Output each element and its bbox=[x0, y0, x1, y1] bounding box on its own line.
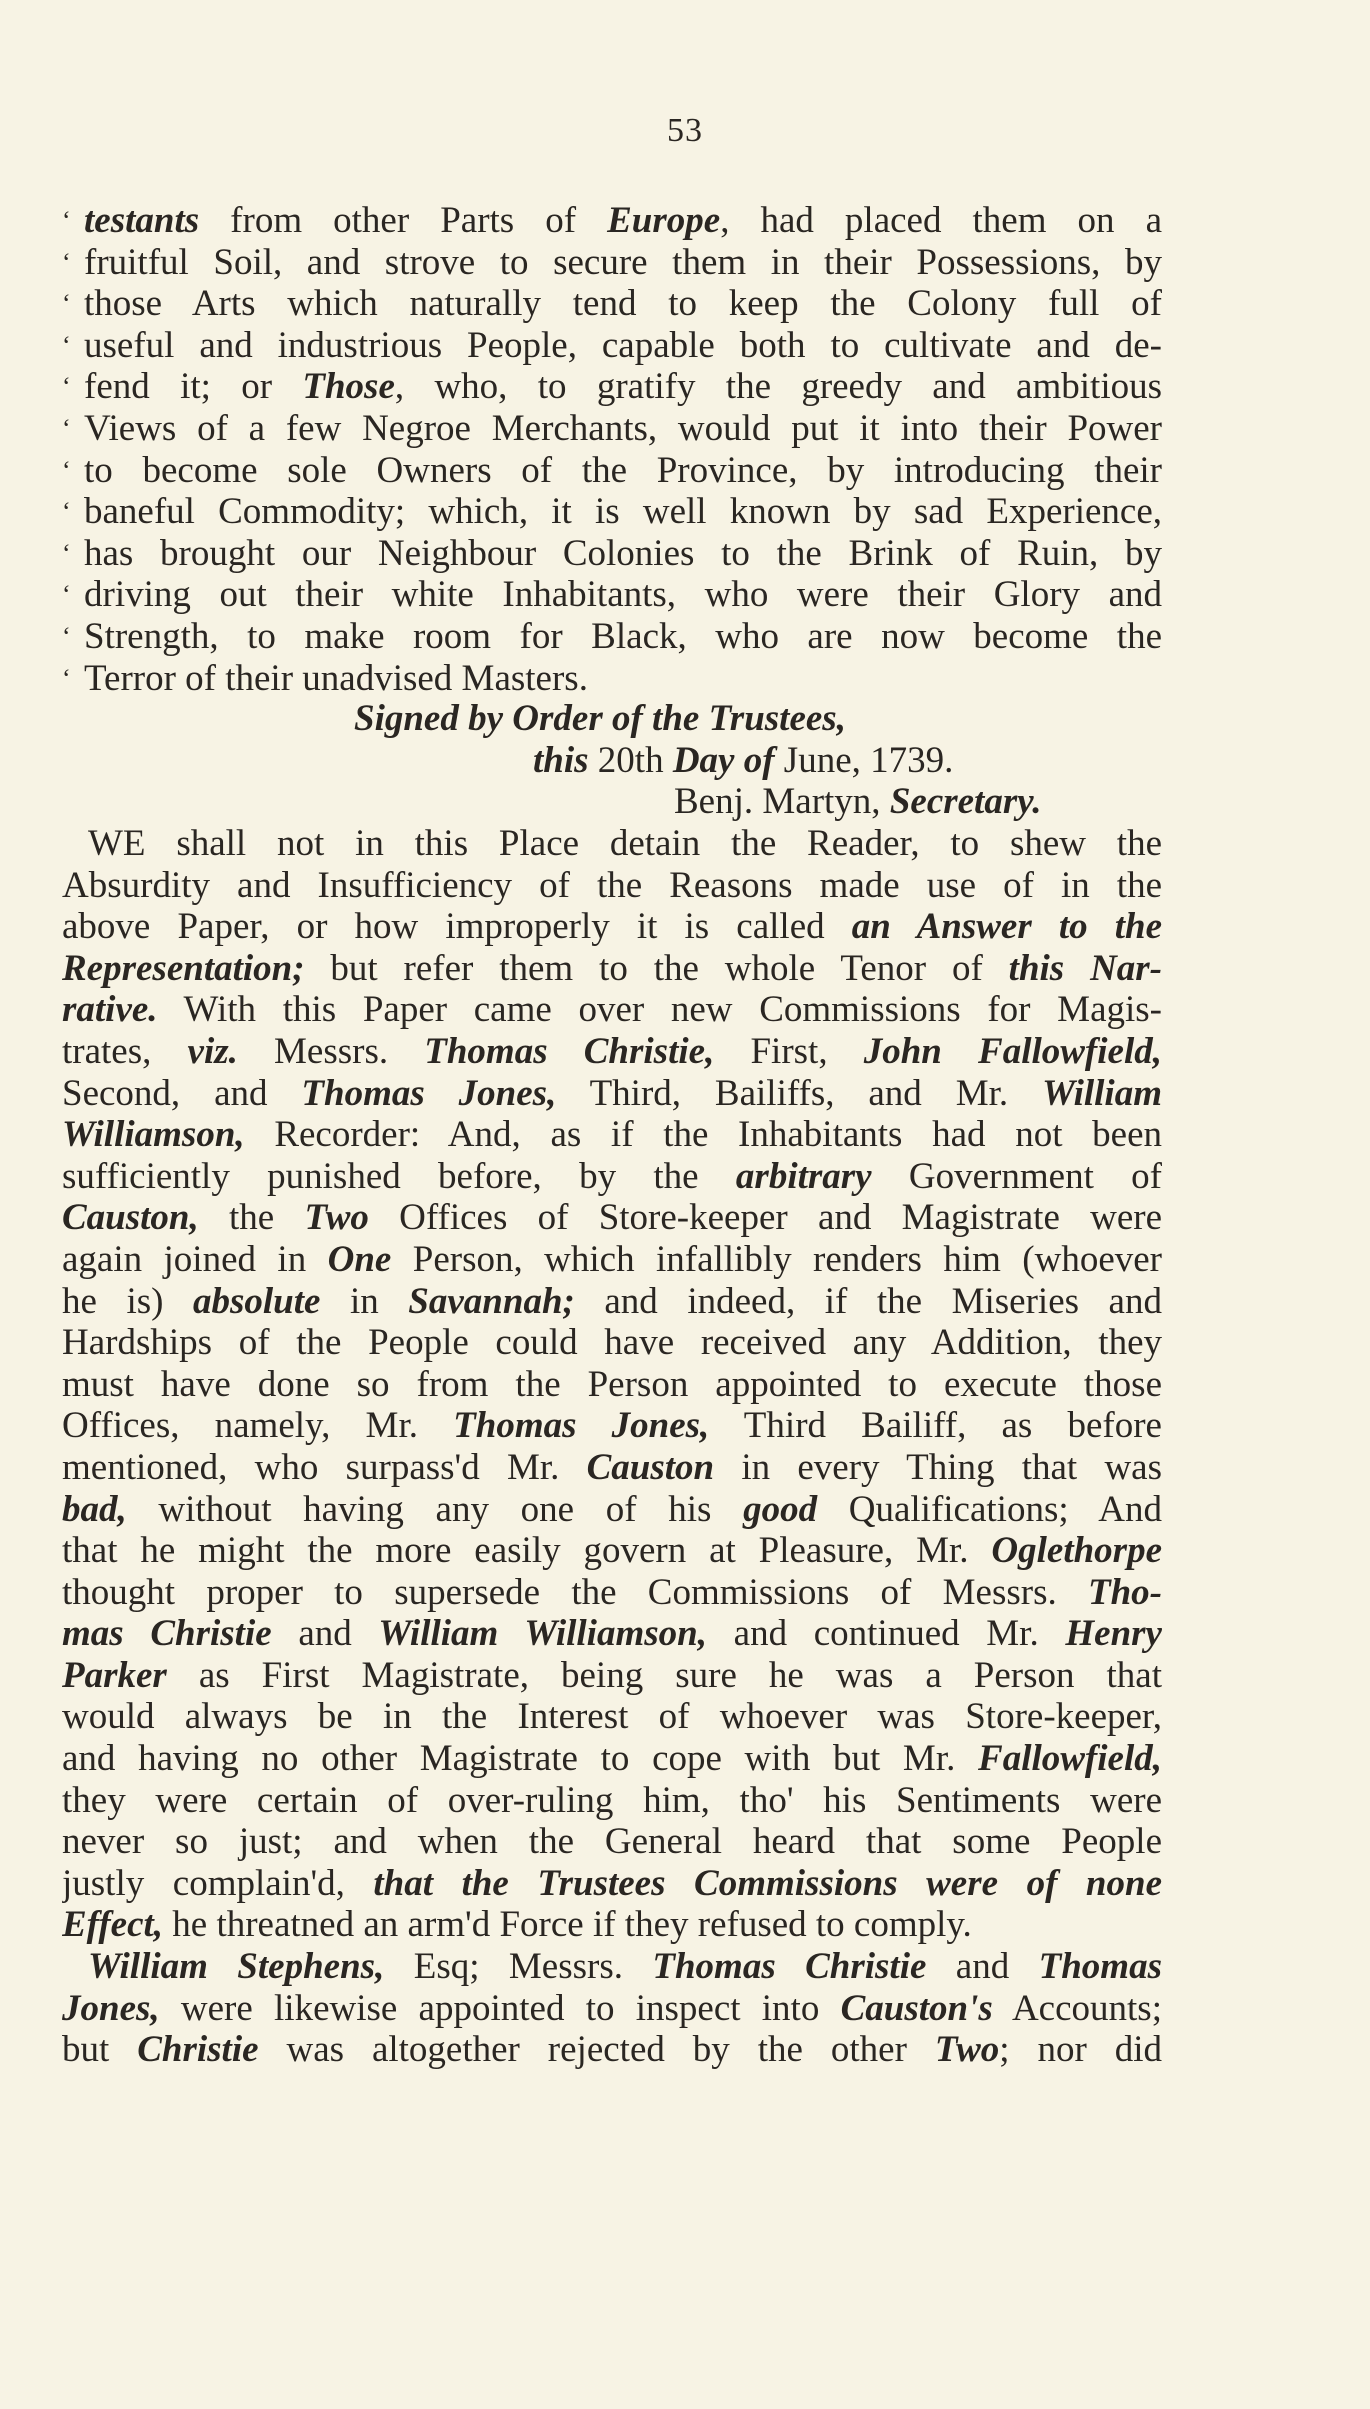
text-run: Qualifications; And bbox=[817, 1488, 1162, 1530]
text-run: this Nar- bbox=[1008, 947, 1162, 989]
paragraph-line bbox=[62, 1447, 1162, 1489]
text-run: Third, Bailiffs, and Mr. bbox=[556, 1072, 1043, 1114]
text-run: those Arts which naturally tend to keep the Colony full of bbox=[84, 283, 1162, 325]
text-run: Messrs. bbox=[237, 1030, 425, 1072]
paragraph-line bbox=[62, 1613, 1162, 1655]
paragraph-1 bbox=[62, 823, 1162, 1946]
text-run: Accounts; bbox=[992, 1987, 1162, 2029]
text-run: WE shall not in this Place detain the Reader, to shew the bbox=[88, 823, 1162, 864]
text-run: were likewise appointed to inspect into bbox=[159, 1987, 841, 2029]
quoted-line bbox=[62, 283, 1162, 325]
paragraph-line bbox=[62, 1031, 1162, 1073]
paragraph-line bbox=[62, 1904, 1162, 1946]
text-run: Jones, bbox=[62, 1987, 160, 2029]
paragraph-line bbox=[62, 1364, 1162, 1406]
text-run: driving out their white Inhabitants, who were their Glory and bbox=[84, 574, 1162, 616]
text-run: Causton bbox=[586, 1446, 715, 1488]
text-run: Causton's bbox=[840, 1987, 993, 2029]
signature-line-2: this 20th Day of June, 1739. bbox=[533, 739, 954, 781]
text-run: never so just; and when the General heard that some People bbox=[62, 1821, 1162, 1863]
text-run: an Answer to the bbox=[851, 906, 1162, 948]
quoted-line bbox=[62, 574, 1162, 616]
quote-mark: ‘ bbox=[62, 663, 71, 693]
text-run: Esq; Messrs. bbox=[384, 1946, 653, 1987]
text-run: useful and industrious People, capable both to cultivate and de- bbox=[84, 324, 1162, 366]
paragraph-line bbox=[62, 1197, 1162, 1239]
quoted-line bbox=[62, 325, 1162, 367]
quote-mark: ‘ bbox=[62, 455, 71, 485]
paragraph-line bbox=[62, 2029, 1162, 2071]
text-run: Two bbox=[304, 1197, 369, 1239]
text-run: was altogether rejected by the other bbox=[258, 2029, 935, 2071]
text-run: must have done so from the Person appointed to execute those bbox=[62, 1363, 1162, 1405]
paragraph-line bbox=[62, 1946, 1162, 1988]
text-run: viz. bbox=[187, 1030, 238, 1072]
text-run: Recorder: And, as if the Inhabitants had not been bbox=[244, 1114, 1162, 1156]
text-run: Two bbox=[934, 2029, 1000, 2071]
text-run: again joined in bbox=[62, 1238, 328, 1280]
text-run: absolute bbox=[192, 1280, 321, 1322]
signature-line-3: Benj. Martyn, Secretary. bbox=[674, 781, 1042, 823]
text-run: sufficiently punished before, by the bbox=[62, 1155, 736, 1197]
text-run: and continued Mr. bbox=[706, 1613, 1066, 1655]
text-run: that he might the more easily govern at Pleasure, Mr. bbox=[62, 1530, 992, 1572]
quote-mark: ‘ bbox=[62, 413, 71, 443]
paragraph-line bbox=[62, 1489, 1162, 1531]
paragraph-line bbox=[62, 1073, 1162, 1115]
text-run: Williamson, bbox=[62, 1114, 245, 1156]
text-run: fend it; or bbox=[84, 366, 303, 408]
paragraph-line bbox=[62, 948, 1162, 990]
text-run: , had placed them on a bbox=[720, 200, 1162, 241]
text-run: Offices of Store-keeper and Magistrate were bbox=[368, 1197, 1162, 1239]
paragraph-line bbox=[62, 1821, 1162, 1863]
paragraph-line bbox=[62, 1863, 1162, 1905]
paragraph-line bbox=[62, 1572, 1162, 1614]
text-run: Thomas bbox=[1038, 1946, 1162, 1987]
text-run: Europe bbox=[607, 200, 721, 241]
text-run: and bbox=[271, 1613, 379, 1655]
paragraph-line bbox=[62, 906, 1162, 948]
text-run: justly complain'd, bbox=[62, 1862, 374, 1904]
text-run: Those bbox=[302, 366, 395, 408]
quoted-line bbox=[62, 408, 1162, 450]
signature-line-1: Signed by Order of the Trustees, bbox=[354, 698, 846, 739]
text-run: Parker bbox=[62, 1654, 167, 1696]
text-run: in every Thing that was bbox=[714, 1446, 1162, 1488]
text-run: trates, bbox=[62, 1030, 188, 1072]
text-run: Thomas Jones, bbox=[453, 1405, 710, 1447]
text-run: Representation; bbox=[62, 947, 305, 989]
text-run: , who, to gratify the greedy and ambitious bbox=[394, 366, 1162, 408]
text-run: William Stephens, bbox=[88, 1946, 385, 1987]
quote-mark: ‘ bbox=[62, 289, 71, 319]
paragraph-line bbox=[62, 1114, 1162, 1156]
text-run: Second, and bbox=[62, 1072, 302, 1114]
text-run: rative. bbox=[62, 989, 158, 1031]
paragraph-line bbox=[62, 1239, 1162, 1281]
quoted-line bbox=[62, 616, 1162, 658]
quote-mark: ‘ bbox=[62, 580, 71, 610]
text-run: would always be in the Interest of whoever was Store-keeper, bbox=[62, 1696, 1162, 1738]
text-run: without having any one of his bbox=[126, 1488, 744, 1530]
text-run: baneful Commodity; which, it is well known by sad Experience, bbox=[84, 491, 1162, 533]
text-run: Offices, namely, Mr. bbox=[62, 1405, 454, 1447]
quote-mark: ‘ bbox=[62, 330, 71, 360]
quote-mark: ‘ bbox=[62, 206, 71, 235]
quoted-line bbox=[62, 658, 1162, 700]
paragraph-line bbox=[62, 1156, 1162, 1198]
text-run: One bbox=[327, 1238, 392, 1280]
quoted-line bbox=[62, 533, 1162, 575]
text-run: Thomas Christie, bbox=[424, 1030, 715, 1072]
page-number: 53 bbox=[667, 112, 703, 149]
text-run: above Paper, or how improperly it is called bbox=[62, 906, 852, 948]
text-run: Christie bbox=[137, 2029, 259, 2071]
quoted-line bbox=[62, 450, 1162, 492]
text-run: in bbox=[320, 1280, 409, 1322]
quote-mark: ‘ bbox=[62, 621, 71, 651]
quoted-line bbox=[62, 242, 1162, 284]
quote-mark: ‘ bbox=[62, 247, 71, 277]
text-run: Person, which infallibly renders him (whoever bbox=[391, 1238, 1162, 1280]
paragraph-line bbox=[62, 989, 1162, 1031]
text-run: William bbox=[1042, 1072, 1162, 1114]
text-run: that the Trustees Commissions were of none bbox=[373, 1862, 1162, 1904]
quoted-line bbox=[62, 200, 1162, 242]
text-run: Terror of their unadvised Masters. bbox=[84, 657, 588, 699]
paragraph-line bbox=[62, 1322, 1162, 1364]
text-run: William Williamson, bbox=[378, 1613, 707, 1655]
text-run: mas Christie bbox=[62, 1613, 272, 1655]
paragraph-line bbox=[62, 1405, 1162, 1447]
text-run: Fallowfield, bbox=[978, 1738, 1162, 1780]
paragraph-line bbox=[62, 823, 1162, 865]
quote-mark: ‘ bbox=[62, 497, 71, 527]
text-run: but refer them to the whole Tenor of bbox=[304, 947, 1009, 989]
text-run: Views of a few Negroe Merchants, would put it into their Power bbox=[84, 407, 1162, 449]
text-run: arbitrary bbox=[735, 1155, 872, 1197]
text-run: Hardships of the People could have received any Addition, they bbox=[62, 1322, 1162, 1364]
quote-mark: ‘ bbox=[62, 538, 71, 568]
quoted-line bbox=[62, 366, 1162, 408]
text-run: Thomas Jones, bbox=[301, 1072, 557, 1114]
text-run: they were certain of over-ruling him, tho' his Sentiments were bbox=[62, 1779, 1162, 1821]
text-run: mentioned, who surpass'd Mr. bbox=[62, 1446, 587, 1488]
text-run: Absurdity and Insufficiency of the Reasons made use of in the bbox=[62, 864, 1162, 906]
quote-mark: ‘ bbox=[62, 372, 71, 402]
text-run: Third Bailiff, as before bbox=[709, 1405, 1162, 1447]
paragraph-line bbox=[62, 1780, 1162, 1822]
text-run: With this Paper came over new Commissions for Magis- bbox=[157, 989, 1162, 1031]
text-run: Savannah; bbox=[408, 1280, 575, 1322]
text-run: to become sole Owners of the Province, by introducing their bbox=[84, 449, 1162, 491]
text-run: and having no other Magistrate to cope with but Mr. bbox=[62, 1738, 979, 1780]
quoted-passage bbox=[62, 200, 1162, 699]
quoted-line bbox=[62, 491, 1162, 533]
text-run: Thomas Christie bbox=[652, 1946, 927, 1987]
text-run: he is) bbox=[62, 1280, 193, 1322]
text-run: good bbox=[743, 1488, 818, 1530]
text-run: Oglethorpe bbox=[991, 1530, 1162, 1572]
text-run: fruitful Soil, and strove to secure them in their Possessions, by bbox=[84, 241, 1162, 283]
text-run: has brought our Neighbour Colonies to the Brink of Ruin, by bbox=[84, 532, 1162, 574]
text-run: but bbox=[62, 2029, 138, 2071]
paragraph-line bbox=[62, 1655, 1162, 1697]
text-run: Strength, to make room for Black, who are now become the bbox=[84, 615, 1162, 657]
text-run: John Fallowfield, bbox=[863, 1030, 1162, 1072]
text-run: testants bbox=[84, 200, 200, 241]
text-run: Government of bbox=[871, 1155, 1162, 1197]
text-run: ; nor did bbox=[999, 2029, 1162, 2071]
text-run: bad, bbox=[62, 1488, 127, 1530]
text-run: as First Magistrate, being sure he was a Person that bbox=[166, 1654, 1162, 1696]
text-run: Henry bbox=[1065, 1613, 1162, 1655]
text-run: First, bbox=[714, 1030, 864, 1072]
text-run: Causton, bbox=[62, 1197, 199, 1239]
text-run: he threatned an arm'd Force if they refused to comply. bbox=[163, 1904, 972, 1946]
text-run: and bbox=[926, 1946, 1039, 1987]
paragraph-line bbox=[62, 1738, 1162, 1780]
paragraph-line bbox=[62, 1530, 1162, 1572]
signature-block bbox=[62, 698, 1162, 823]
text-run: thought proper to supersede the Commissions of Messrs. bbox=[62, 1571, 1088, 1613]
paragraph-line bbox=[62, 1696, 1162, 1738]
paragraph-2 bbox=[62, 1946, 1162, 2071]
paragraph-line bbox=[62, 1988, 1162, 2030]
text-run: Tho- bbox=[1088, 1571, 1162, 1613]
text-run: the bbox=[198, 1197, 305, 1239]
paragraph-line bbox=[62, 1281, 1162, 1323]
text-run: and indeed, if the Miseries and bbox=[574, 1280, 1162, 1322]
paragraph-line bbox=[62, 865, 1162, 907]
text-run: from other Parts of bbox=[199, 200, 608, 241]
text-run: Effect, bbox=[62, 1904, 164, 1946]
